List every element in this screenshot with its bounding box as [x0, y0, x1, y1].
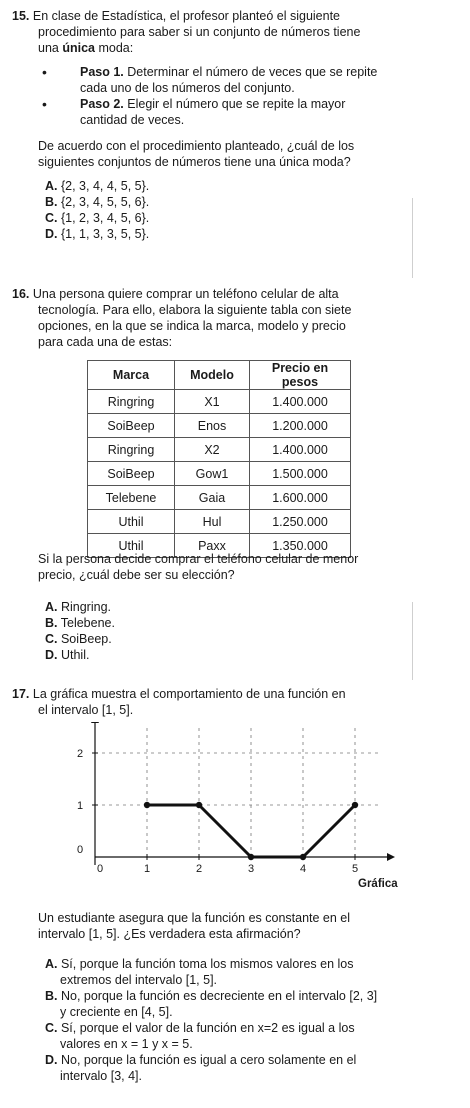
table-header: Modelo — [175, 361, 250, 390]
option-text: No, porque la función es decreciente en el intervalo [2, 3] — [57, 989, 378, 1003]
table-header: Precio en pesos — [250, 361, 351, 390]
option-text: Sí, porque la función toma los mismos valores en los — [57, 957, 354, 971]
option-a[interactable] — [12, 956, 458, 972]
option-text: SoiBeep. — [57, 632, 112, 646]
data-point — [144, 802, 150, 808]
table-cell: Telebene — [88, 486, 175, 510]
intro-line: moda: — [95, 41, 134, 55]
option-b[interactable] — [12, 194, 458, 210]
table-cell: Enos — [175, 414, 250, 438]
table-cell: Ringring — [88, 390, 175, 414]
option-text: extremos del intervalo [1, 5]. — [60, 973, 218, 987]
x-tick-label: 5 — [352, 863, 359, 875]
bullet-icon: • — [42, 64, 47, 80]
table-row — [88, 414, 351, 438]
option-text: No, porque la función es igual a cero solamente en el — [57, 1053, 357, 1067]
option-letter: A. — [45, 957, 58, 971]
table-cell: 1.500.000 — [250, 462, 351, 486]
step-text: cantidad de veces. — [80, 113, 185, 127]
data-point — [300, 854, 306, 860]
table-cell: Paxx — [175, 534, 250, 558]
option-a[interactable] — [12, 599, 458, 615]
chart-ticks — [77, 748, 358, 875]
data-point — [352, 802, 358, 808]
table-cell: SoiBeep — [88, 462, 175, 486]
bullet-icon: • — [42, 96, 47, 112]
option-text: y creciente en [4, 5]. — [60, 1005, 173, 1019]
y-axis-arrow-icon — [91, 722, 99, 723]
question-text: Si la persona decide comprar el teléfono celular de menor — [38, 552, 359, 566]
table-cell: 1.250.000 — [250, 510, 351, 534]
option-text: Sí, porque el valor de la función en x=2 es igual a los — [57, 1021, 355, 1035]
option-text: Ringring. — [57, 600, 111, 614]
table-cell: Gow1 — [175, 462, 250, 486]
step-text: Elegir el número que se repite la mayor — [123, 97, 346, 111]
option-box-edge — [412, 198, 413, 278]
option-d[interactable] — [12, 647, 458, 663]
question-text: siguientes conjuntos de números tiene una única moda? — [38, 155, 351, 169]
intro-line: el intervalo [1, 5]. — [38, 703, 134, 717]
table-row — [88, 438, 351, 462]
question-text: precio, ¿cuál debe ser su elección? — [38, 568, 235, 582]
option-letter: D. — [45, 1053, 58, 1067]
table-cell: 1.350.000 — [250, 534, 351, 558]
intro-line: procedimiento para saber si un conjunto de números tiene — [38, 25, 361, 39]
option-letter: A. — [45, 179, 58, 193]
option-letter: A. — [45, 600, 58, 614]
x-tick-label: 4 — [300, 863, 307, 875]
chart-caption: Gráfica — [358, 878, 398, 890]
table-cell: 1.200.000 — [250, 414, 351, 438]
table-row — [88, 462, 351, 486]
option-text: Uthil. — [57, 648, 90, 662]
option-text: {1, 1, 3, 3, 5, 5}. — [57, 227, 150, 241]
intro-line: para cada una de estas: — [38, 335, 173, 349]
table-cell: Ringring — [88, 438, 175, 462]
option-text: {1, 2, 3, 4, 5, 6}. — [57, 211, 150, 225]
question-15 — [12, 8, 458, 242]
step-item — [12, 96, 458, 112]
table-cell: Uthil — [88, 510, 175, 534]
chart-axes — [91, 722, 395, 865]
step-text: Determinar el número de veces que se repite — [123, 65, 378, 79]
step-item — [12, 64, 458, 80]
option-a[interactable] — [12, 178, 458, 194]
x-tick-label: 0 — [97, 863, 104, 875]
table-cell: 1.600.000 — [250, 486, 351, 510]
option-letter: D. — [45, 648, 58, 662]
question-16 — [12, 286, 458, 350]
table-row — [88, 510, 351, 534]
question-number: 17. — [12, 687, 30, 701]
option-letter: B. — [45, 195, 58, 209]
table-cell: SoiBeep — [88, 414, 175, 438]
question-text: Un estudiante asegura que la función es constante en el — [38, 911, 351, 925]
step-label: Paso 1. — [80, 65, 124, 79]
option-text: intervalo [3, 4]. — [60, 1069, 142, 1083]
table-row — [88, 390, 351, 414]
step-label: Paso 2. — [80, 97, 124, 111]
option-letter: C. — [45, 1021, 58, 1035]
x-axis-arrow-icon — [387, 853, 395, 861]
table-row — [88, 486, 351, 510]
option-c[interactable] — [12, 631, 458, 647]
table-cell: X1 — [175, 390, 250, 414]
table-cell: X2 — [175, 438, 250, 462]
intro-line: Una persona quiere comprar un teléfono celular de alta — [29, 287, 339, 301]
intro-line: La gráfica muestra el comportamiento de una función en — [29, 687, 346, 701]
phone-table — [87, 360, 351, 558]
option-letter: D. — [45, 227, 58, 241]
option-text: {2, 3, 4, 4, 5, 5}. — [57, 179, 150, 193]
x-tick-label: 3 — [248, 863, 255, 875]
question-number: 16. — [12, 287, 30, 301]
intro-line: una — [38, 41, 63, 55]
x-tick-label: 2 — [196, 863, 203, 875]
option-box-edge — [412, 602, 413, 680]
data-point — [248, 854, 254, 860]
option-d[interactable] — [12, 226, 458, 242]
table-cell: Hul — [175, 510, 250, 534]
option-d[interactable] — [12, 1052, 458, 1068]
function-graph — [0, 722, 470, 897]
question-16-prompt — [12, 551, 458, 663]
intro-line: opciones, en la que se indica la marca, modelo y precio — [38, 319, 346, 333]
option-text: {2, 3, 4, 5, 5, 6}. — [57, 195, 150, 209]
option-letter: C. — [45, 632, 58, 646]
option-c[interactable] — [12, 1020, 458, 1036]
table-cell: Uthil — [88, 534, 175, 558]
x-tick-label: 1 — [144, 863, 151, 875]
question-text: intervalo [1, 5]. ¿Es verdadera esta afirmación? — [38, 927, 301, 941]
chart-series — [144, 802, 358, 860]
data-point — [196, 802, 202, 808]
option-text: valores en x = 1 y x = 5. — [60, 1037, 193, 1051]
option-text: Telebene. — [57, 616, 115, 630]
table-header: Marca — [88, 361, 175, 390]
option-letter: B. — [45, 989, 58, 1003]
option-b[interactable] — [12, 615, 458, 631]
table-cell: 1.400.000 — [250, 438, 351, 462]
chart-grid — [95, 727, 381, 857]
table-header-row — [88, 361, 351, 390]
y-tick-label: 1 — [77, 800, 84, 812]
question-17-prompt — [12, 910, 458, 1084]
option-letter: B. — [45, 616, 58, 630]
question-text: De acuerdo con el procedimiento planteado, ¿cuál de los — [38, 139, 355, 153]
intro-line: En clase de Estadística, el profesor planteó el siguiente — [32, 9, 341, 23]
y-tick-label: 0 — [77, 844, 84, 856]
option-b[interactable] — [12, 988, 458, 1004]
step-text: cada uno de los números del conjunto. — [80, 81, 295, 95]
emphasis-word: única — [62, 41, 95, 55]
question-number: 15. — [12, 9, 30, 23]
option-c[interactable] — [12, 210, 458, 226]
y-tick-label: 2 — [77, 748, 84, 760]
question-17 — [12, 686, 458, 718]
intro-line: tecnología. Para ello, elabora la siguiente tabla con siete — [38, 303, 352, 317]
table-cell: 1.400.000 — [250, 390, 351, 414]
option-letter: C. — [45, 211, 58, 225]
table-cell: Gaia — [175, 486, 250, 510]
